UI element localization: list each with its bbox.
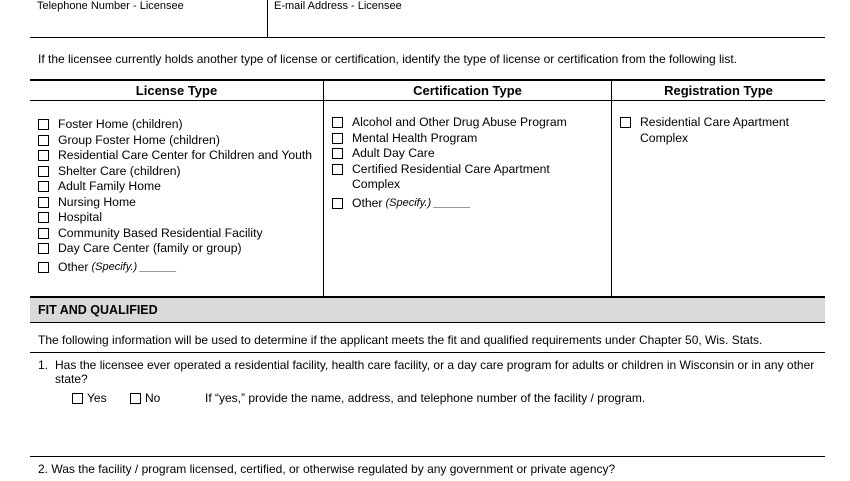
question-1-no-option[interactable]	[130, 391, 160, 405]
license-type-option[interactable]	[38, 226, 317, 242]
license-type-list	[38, 117, 317, 275]
license-type-column	[30, 81, 324, 296]
checkbox[interactable]	[332, 148, 343, 159]
certification-type-header: Certification Type	[324, 81, 611, 101]
license-type-header: License Type	[30, 81, 323, 101]
certification-type-other[interactable]	[332, 196, 605, 212]
certification-type-list	[332, 115, 605, 211]
option-label: Mental Health Program	[352, 130, 478, 145]
registration-type-header: Registration Type	[612, 81, 825, 101]
checkbox[interactable]	[332, 164, 343, 175]
license-type-option[interactable]	[38, 241, 317, 257]
divider	[30, 352, 825, 353]
certification-type-option[interactable]	[332, 162, 605, 193]
question-1-yes-option[interactable]	[72, 391, 107, 405]
no-label: No	[145, 391, 161, 405]
email-field[interactable]	[268, 0, 825, 37]
checkbox[interactable]	[38, 243, 49, 254]
registration-type-column	[612, 81, 825, 296]
checkbox[interactable]	[38, 181, 49, 192]
license-type-option[interactable]	[38, 148, 317, 164]
certification-type-option[interactable]	[332, 146, 605, 162]
checkbox[interactable]	[38, 197, 49, 208]
license-type-table	[30, 79, 825, 298]
license-type-option[interactable]	[38, 195, 317, 211]
option-label: Community Based Residential Facility	[58, 225, 263, 240]
option-label: Residential Care Center for Children and Youth	[58, 148, 313, 162]
license-type-option[interactable]	[38, 133, 317, 149]
divider	[30, 456, 825, 457]
license-type-other[interactable]	[38, 260, 317, 276]
option-label: Shelter Care (children)	[58, 163, 181, 178]
telephone-label: Telephone Number - Licensee	[37, 0, 184, 12]
option-label: Adult Day Care	[352, 146, 435, 160]
checkbox[interactable]	[620, 117, 631, 128]
option-label: Day Care Center (family or group)	[58, 241, 242, 255]
telephone-field[interactable]	[30, 0, 268, 37]
option-label: Alcohol and Other Drug Abuse Program	[352, 115, 567, 129]
option-label: Adult Family Home	[58, 179, 161, 193]
checkbox[interactable]	[38, 262, 49, 273]
license-type-option[interactable]	[38, 179, 317, 195]
certification-type-option[interactable]	[332, 131, 605, 147]
option-label: Group Foster Home (children)	[58, 132, 220, 147]
checkbox[interactable]	[38, 166, 49, 177]
registration-type-option[interactable]	[620, 115, 819, 146]
question-2-text: 2. Was the facility / program licensed, certified, or otherwise regulated by any government or private agency?	[38, 462, 616, 476]
license-type-option[interactable]	[38, 164, 317, 180]
checkbox[interactable]	[72, 393, 83, 404]
registration-type-list	[620, 115, 819, 146]
fit-intro-text: The following information will be used to determine if the applicant meets the fit and qualified requirements under Chapter 50, Wis. Stats.	[38, 333, 763, 347]
other-specify: (Specify.) ______	[385, 196, 471, 209]
option-label: Certified Residential Care Apartment Complex	[352, 161, 550, 191]
other-label: Other	[58, 259, 89, 274]
question-1-note: If “yes,” provide the name, address, and telephone number of the facility / program.	[205, 391, 646, 405]
checkbox[interactable]	[130, 393, 141, 404]
other-specify: (Specify.) ______	[91, 260, 177, 273]
other-label: Other	[352, 195, 383, 210]
option-label: Nursing Home	[58, 194, 136, 209]
license-type-option[interactable]	[38, 210, 317, 226]
yes-label: Yes	[87, 391, 107, 405]
option-label: Hospital	[58, 210, 103, 224]
checkbox[interactable]	[332, 117, 343, 128]
checkbox[interactable]	[38, 135, 49, 146]
option-label: Foster Home (children)	[58, 117, 183, 131]
checkbox[interactable]	[38, 150, 49, 161]
checkbox[interactable]	[332, 133, 343, 144]
question-1-text: Has the licensee ever operated a residential facility, health care facility, or a day care program for adults or children in Wisconsin or in any other state?	[55, 358, 815, 386]
checkbox[interactable]	[38, 212, 49, 223]
certification-type-option[interactable]	[332, 115, 605, 131]
license-type-option[interactable]	[38, 117, 317, 133]
question-1	[38, 358, 818, 386]
email-label: E-mail Address - Licensee	[274, 0, 402, 12]
fit-and-qualified-heading: FIT AND QUALIFIED	[30, 298, 825, 323]
option-label: Residential Care Apartment Complex	[640, 115, 790, 145]
checkbox[interactable]	[38, 228, 49, 239]
question-1-number: 1.	[38, 358, 49, 372]
checkbox[interactable]	[38, 119, 49, 130]
license-intro-text: If the licensee currently holds another type of license or certification, identify the type of license or certification from the following list.	[38, 52, 738, 66]
certification-type-column	[324, 81, 612, 296]
checkbox[interactable]	[332, 198, 343, 209]
licensee-contact-row	[30, 0, 825, 38]
